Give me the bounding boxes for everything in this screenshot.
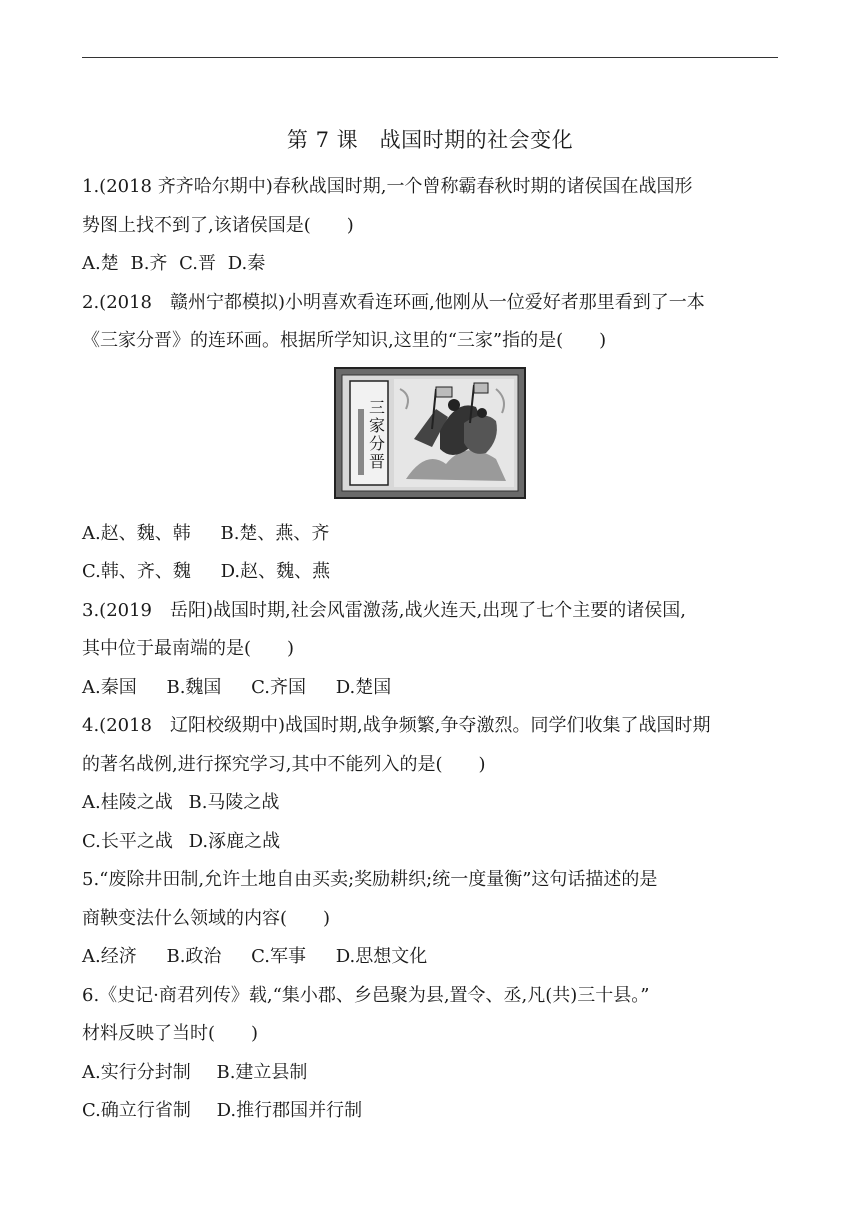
option-a: A.楚 [82, 253, 119, 274]
option-row [82, 245, 782, 284]
question-text: 的著名战例,进行探究学习,其中不能列入的是( ) [82, 753, 486, 775]
comic-cover-image [334, 367, 526, 499]
question-text: 势图上找不到了,该诸侯国是( ) [82, 214, 354, 236]
figure-area [82, 367, 782, 509]
question-list [82, 168, 782, 1131]
option-c: C.长平之战 [82, 830, 173, 852]
option-c: C.齐国 [251, 676, 307, 698]
question-text: 6.《史记·商君列传》载,“集小郡、乡邑聚为县,置令、丞,凡(共)三十县。” [82, 984, 650, 1006]
option-d: D.秦 [227, 253, 266, 274]
option-row [82, 515, 782, 554]
option-row [82, 553, 782, 592]
question-text: 2.(2018 赣州宁都模拟)小明喜欢看连环画,他刚从一位爱好者那里看到了一本 [82, 291, 705, 313]
option-d: D.涿鹿之战 [188, 830, 281, 852]
question-text: 5.“废除井田制,允许土地自由买卖;奖励耕织;统一度量衡”这句话描述的是 [82, 869, 658, 890]
option-row [82, 669, 782, 708]
question-1 [82, 168, 782, 284]
option-d: D.推行郡国并行制 [216, 1100, 363, 1121]
option-row [82, 823, 782, 862]
option-c: C.军事 [251, 946, 307, 967]
header-rule [82, 57, 778, 58]
question-text: 其中位于最南端的是( ) [82, 638, 295, 659]
option-row [82, 938, 782, 977]
option-a: A.实行分封制 [82, 1061, 191, 1083]
question-text: 1.(2018 齐齐哈尔期中)春秋战国时期,一个曾称霸春秋时期的诸侯国在战国形 [82, 176, 693, 197]
option-c: C.确立行省制 [82, 1100, 191, 1121]
option-row [82, 1092, 782, 1131]
figure-title-text: 三家分晋 [366, 398, 386, 471]
option-d: D.赵、魏、燕 [220, 561, 331, 582]
option-b: B.政治 [166, 946, 222, 967]
question-text: 4.(2018 辽阳校级期中)战国时期,战争频繁,争夺激烈。同学们收集了战国时期 [82, 715, 711, 736]
option-b: B.魏国 [166, 676, 222, 698]
option-b: B.建立县制 [216, 1061, 308, 1083]
option-c: C.晋 [179, 253, 217, 274]
option-b: B.齐 [130, 253, 168, 274]
question-text: 商鞅变法什么领域的内容( ) [82, 907, 331, 929]
question-2 [82, 284, 782, 592]
question-text: 材料反映了当时( ) [82, 1023, 259, 1044]
option-a: A.赵、魏、韩 [82, 522, 191, 544]
question-3 [82, 592, 782, 708]
option-b: B.马陵之战 [188, 792, 280, 813]
option-d: D.楚国 [335, 676, 392, 698]
question-5 [82, 861, 782, 977]
question-4 [82, 707, 782, 861]
option-c: C.韩、齐、魏 [82, 561, 191, 582]
question-text: 3.(2019 岳阳)战国时期,社会风雷激荡,战火连天,出现了七个主要的诸侯国, [82, 599, 686, 621]
option-a: A.秦国 [82, 676, 137, 698]
page-title: 第 7 课 战国时期的社会变化 [286, 128, 574, 152]
option-row [82, 1054, 782, 1093]
option-a: A.桂陵之战 [82, 792, 173, 813]
option-b: B.楚、燕、齐 [220, 522, 330, 544]
option-d: D.思想文化 [335, 946, 428, 967]
option-a: A.经济 [82, 946, 137, 967]
question-text: 《三家分晋》的连环画。根据所学知识,这里的“三家”指的是( ) [82, 330, 607, 351]
option-row [82, 784, 782, 823]
question-6 [82, 977, 782, 1131]
